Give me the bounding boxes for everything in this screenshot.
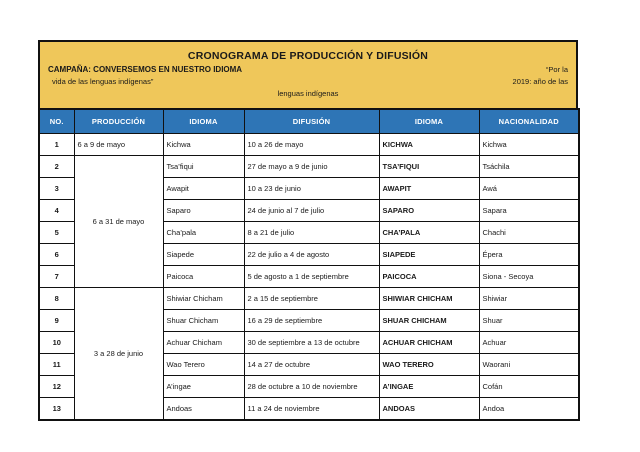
idioma-cell: Cha’pala [163,222,244,244]
header-row [39,109,579,134]
idioma-mayuscula-cell: KICHWA [379,134,479,156]
difusion-cell: 14 a 27 de octubre [244,354,379,376]
difusion-cell: 8 a 21 de julio [244,222,379,244]
difusion-cell: 11 a 24 de noviembre [244,398,379,421]
column-header-idioma: IDIOMA [163,109,244,134]
row-number-cell: 2 [39,156,74,178]
idioma-cell: Kichwa [163,134,244,156]
row-number-cell: 7 [39,266,74,288]
banner-center-bottom: lenguas indígenas [277,89,339,98]
nacionalidad-cell: Sapara [479,200,579,222]
idioma-cell: Saparo [163,200,244,222]
difusion-cell: 28 de octubre a 10 de noviembre [244,376,379,398]
row-number-cell: 5 [39,222,74,244]
row-number-cell: 3 [39,178,74,200]
idioma-mayuscula-cell: TSA’FIQUI [379,156,479,178]
difusion-cell: 10 a 26 de mayo [244,134,379,156]
idioma-mayuscula-cell: ACHUAR CHICHAM [379,332,479,354]
idioma-cell: Paicoca [163,266,244,288]
idioma-mayuscula-cell: PAICOCA [379,266,479,288]
idioma-mayuscula-cell: CHA’PALA [379,222,479,244]
banner-right-line2: 2019: año de las [512,77,568,86]
nacionalidad-cell: Shiwiar [479,288,579,310]
row-number-cell: 10 [39,332,74,354]
nacionalidad-cell: Chachi [479,222,579,244]
column-header-idioma-2: IDIOMA [379,109,479,134]
column-header-nacionalidad: NACIONALIDAD [479,109,579,134]
production-merged-cell: 6 a 31 de mayo [74,156,163,288]
row-number-cell: 9 [39,310,74,332]
idioma-cell: Awapit [163,178,244,200]
table-row [39,288,579,310]
difusion-cell: 10 a 23 de junio [244,178,379,200]
campaign-label: CAMPAÑA: CONVERSEMOS EN NUESTRO IDIOMA [48,65,243,74]
idioma-mayuscula-cell: A’INGAE [379,376,479,398]
difusion-cell: 27 de mayo a 9 de junio [244,156,379,178]
banner-right-line1: “Por la [545,65,568,74]
nacionalidad-cell: Cofán [479,376,579,398]
row-number-cell: 11 [39,354,74,376]
idioma-mayuscula-cell: AWAPIT [379,178,479,200]
nacionalidad-cell: Andoa [479,398,579,421]
row-number-cell: 8 [39,288,74,310]
row-number-cell: 13 [39,398,74,421]
table-row [39,156,579,178]
campaign-subline: vida de las lenguas indígenas” [52,77,154,86]
idioma-cell: Shuar Chicham [163,310,244,332]
row-number-cell: 12 [39,376,74,398]
idioma-cell: Achuar Chicham [163,332,244,354]
column-header-difusion: DIFUSIÓN [244,109,379,134]
page-title: CRONOGRAMA DE PRODUCCIÓN Y DIFUSIÓN [187,50,429,62]
nacionalidad-cell: Tsáchila [479,156,579,178]
nacionalidad-cell: Achuar [479,332,579,354]
row-number-cell: 6 [39,244,74,266]
difusion-cell: 16 a 29 de septiembre [244,310,379,332]
difusion-cell: 22 de julio a 4 de agosto [244,244,379,266]
difusion-cell: 30 de septiembre a 13 de octubre [244,332,379,354]
idioma-cell: Siapede [163,244,244,266]
idioma-mayuscula-cell: SHIWIAR CHICHAM [379,288,479,310]
nacionalidad-cell: Shuar [479,310,579,332]
nacionalidad-cell: Awá [479,178,579,200]
idioma-cell: Tsa’fiqui [163,156,244,178]
production-cell: 6 a 9 de mayo [74,134,163,156]
difusion-cell: 24 de junio al 7 de julio [244,200,379,222]
difusion-cell: 2 a 15 de septiembre [244,288,379,310]
row-number-cell: 4 [39,200,74,222]
schedule-sheet [38,40,578,421]
idioma-cell: Wao Terero [163,354,244,376]
idioma-cell: Andoas [163,398,244,421]
idioma-mayuscula-cell: SIAPEDE [379,244,479,266]
row-number-cell: 1 [39,134,74,156]
production-merged-cell: 3 a 28 de junio [74,288,163,421]
idioma-cell: A’ingae [163,376,244,398]
nacionalidad-cell: Épera [479,244,579,266]
column-header-no: NO. [39,109,74,134]
nacionalidad-cell: Kichwa [479,134,579,156]
idioma-mayuscula-cell: ANDOAS [379,398,479,421]
difusion-cell: 5 de agosto a 1 de septiembre [244,266,379,288]
idioma-mayuscula-cell: SAPARO [379,200,479,222]
title-banner [38,40,578,110]
column-header-produccion: PRODUCCIÓN [74,109,163,134]
nacionalidad-cell: Waorani [479,354,579,376]
table-row [39,134,579,156]
idioma-cell: Shiwiar Chicham [163,288,244,310]
idioma-mayuscula-cell: SHUAR CHICHAM [379,310,479,332]
nacionalidad-cell: Siona - Secoya [479,266,579,288]
schedule-table [38,108,580,421]
idioma-mayuscula-cell: WAO TERERO [379,354,479,376]
